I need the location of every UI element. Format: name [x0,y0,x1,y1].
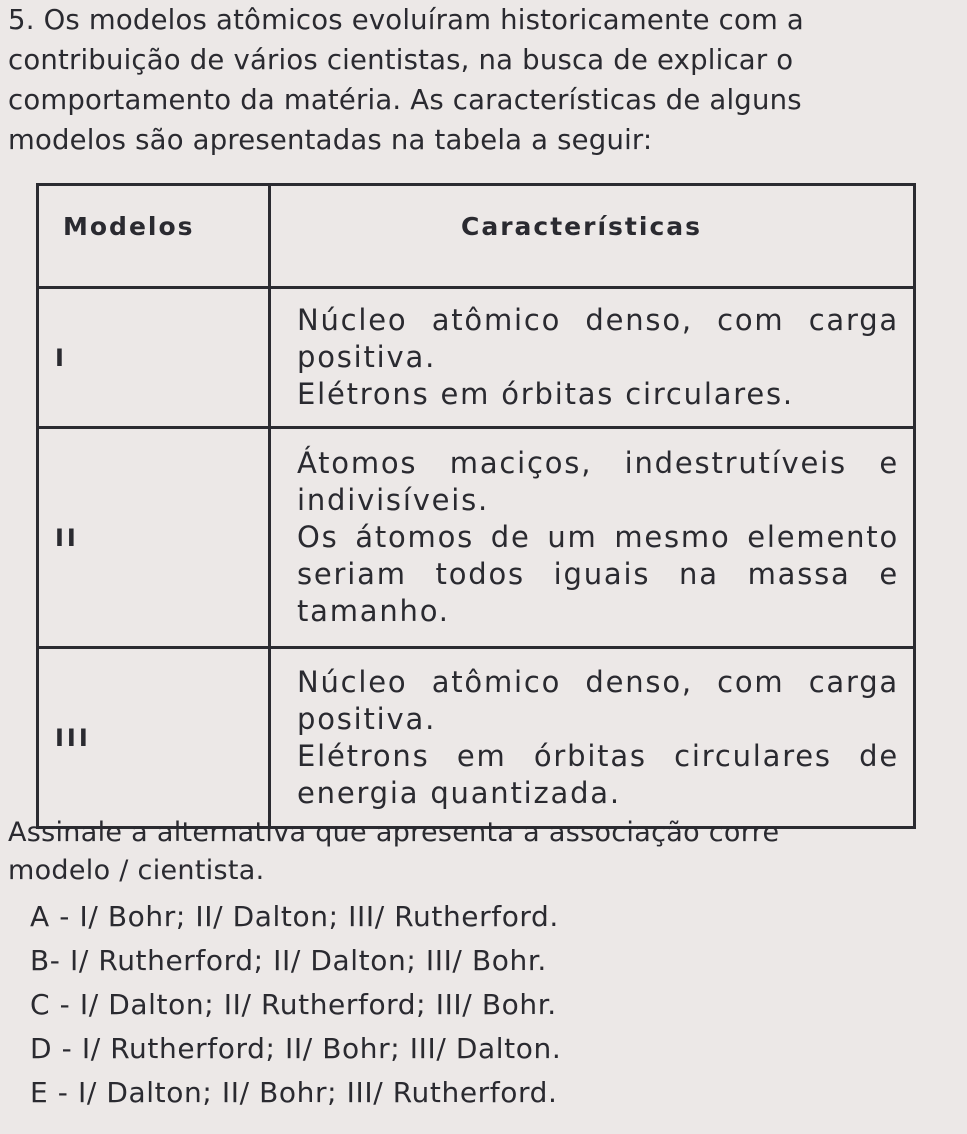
characteristic-line: Núcleo atômico denso, com carga positiva. [297,303,899,374]
answer-option-a[interactable]: A - I/ Bohr; II/ Dalton; III/ Rutherford. [30,900,559,933]
characteristics-cell [270,648,915,828]
characteristic-line: Os átomos de um mesmo elemento seriam todos iguais na massa e tamanho. [297,520,899,628]
model-label: III [38,648,270,828]
answer-option-c[interactable]: C - I/ Dalton; II/ Rutherford; III/ Bohr. [30,988,557,1021]
model-label: II [38,428,270,648]
model-label: I [38,288,270,428]
characteristics-cell [270,428,915,648]
models-table [36,183,916,829]
answer-option-d[interactable]: D - I/ Rutherford; II/ Bohr; III/ Dalton. [30,1032,562,1065]
question-prompt-line: modelo / cientista. [8,855,265,886]
table-row [38,648,915,828]
answer-option-b[interactable]: B- I/ Rutherford; II/ Dalton; III/ Bohr. [30,944,547,977]
table-row [38,288,915,428]
table-row [38,428,915,648]
question-prompt-line: Assinale a alternativa que apresenta a associação corre [8,817,780,848]
header-characteristics: Características [270,185,915,288]
characteristics-cell [270,288,915,428]
characteristic-line: Elétrons em órbitas circulares. [297,377,794,411]
header-models: Modelos [38,185,270,288]
characteristic-line: Núcleo atômico denso, com carga positiva. [297,664,899,736]
question-prompt [8,814,963,890]
characteristic-line: Elétrons em órbitas circulares de energia quantizada. [297,738,899,810]
answer-option-e[interactable]: E - I/ Dalton; II/ Bohr; III/ Rutherford. [30,1076,558,1109]
question-intro: 5. Os modelos atômicos evoluíram historicamente com a contribuição de vários cientistas, na busca de explicar o comportamento da matéria. As características de alguns modelos são apresentadas na tabela a seguir: [8,4,804,156]
answer-options [30,895,561,1115]
table-header-row [38,185,915,288]
characteristic-line: Átomos maciços, indestrutíveis e indivisíveis. [297,446,899,517]
